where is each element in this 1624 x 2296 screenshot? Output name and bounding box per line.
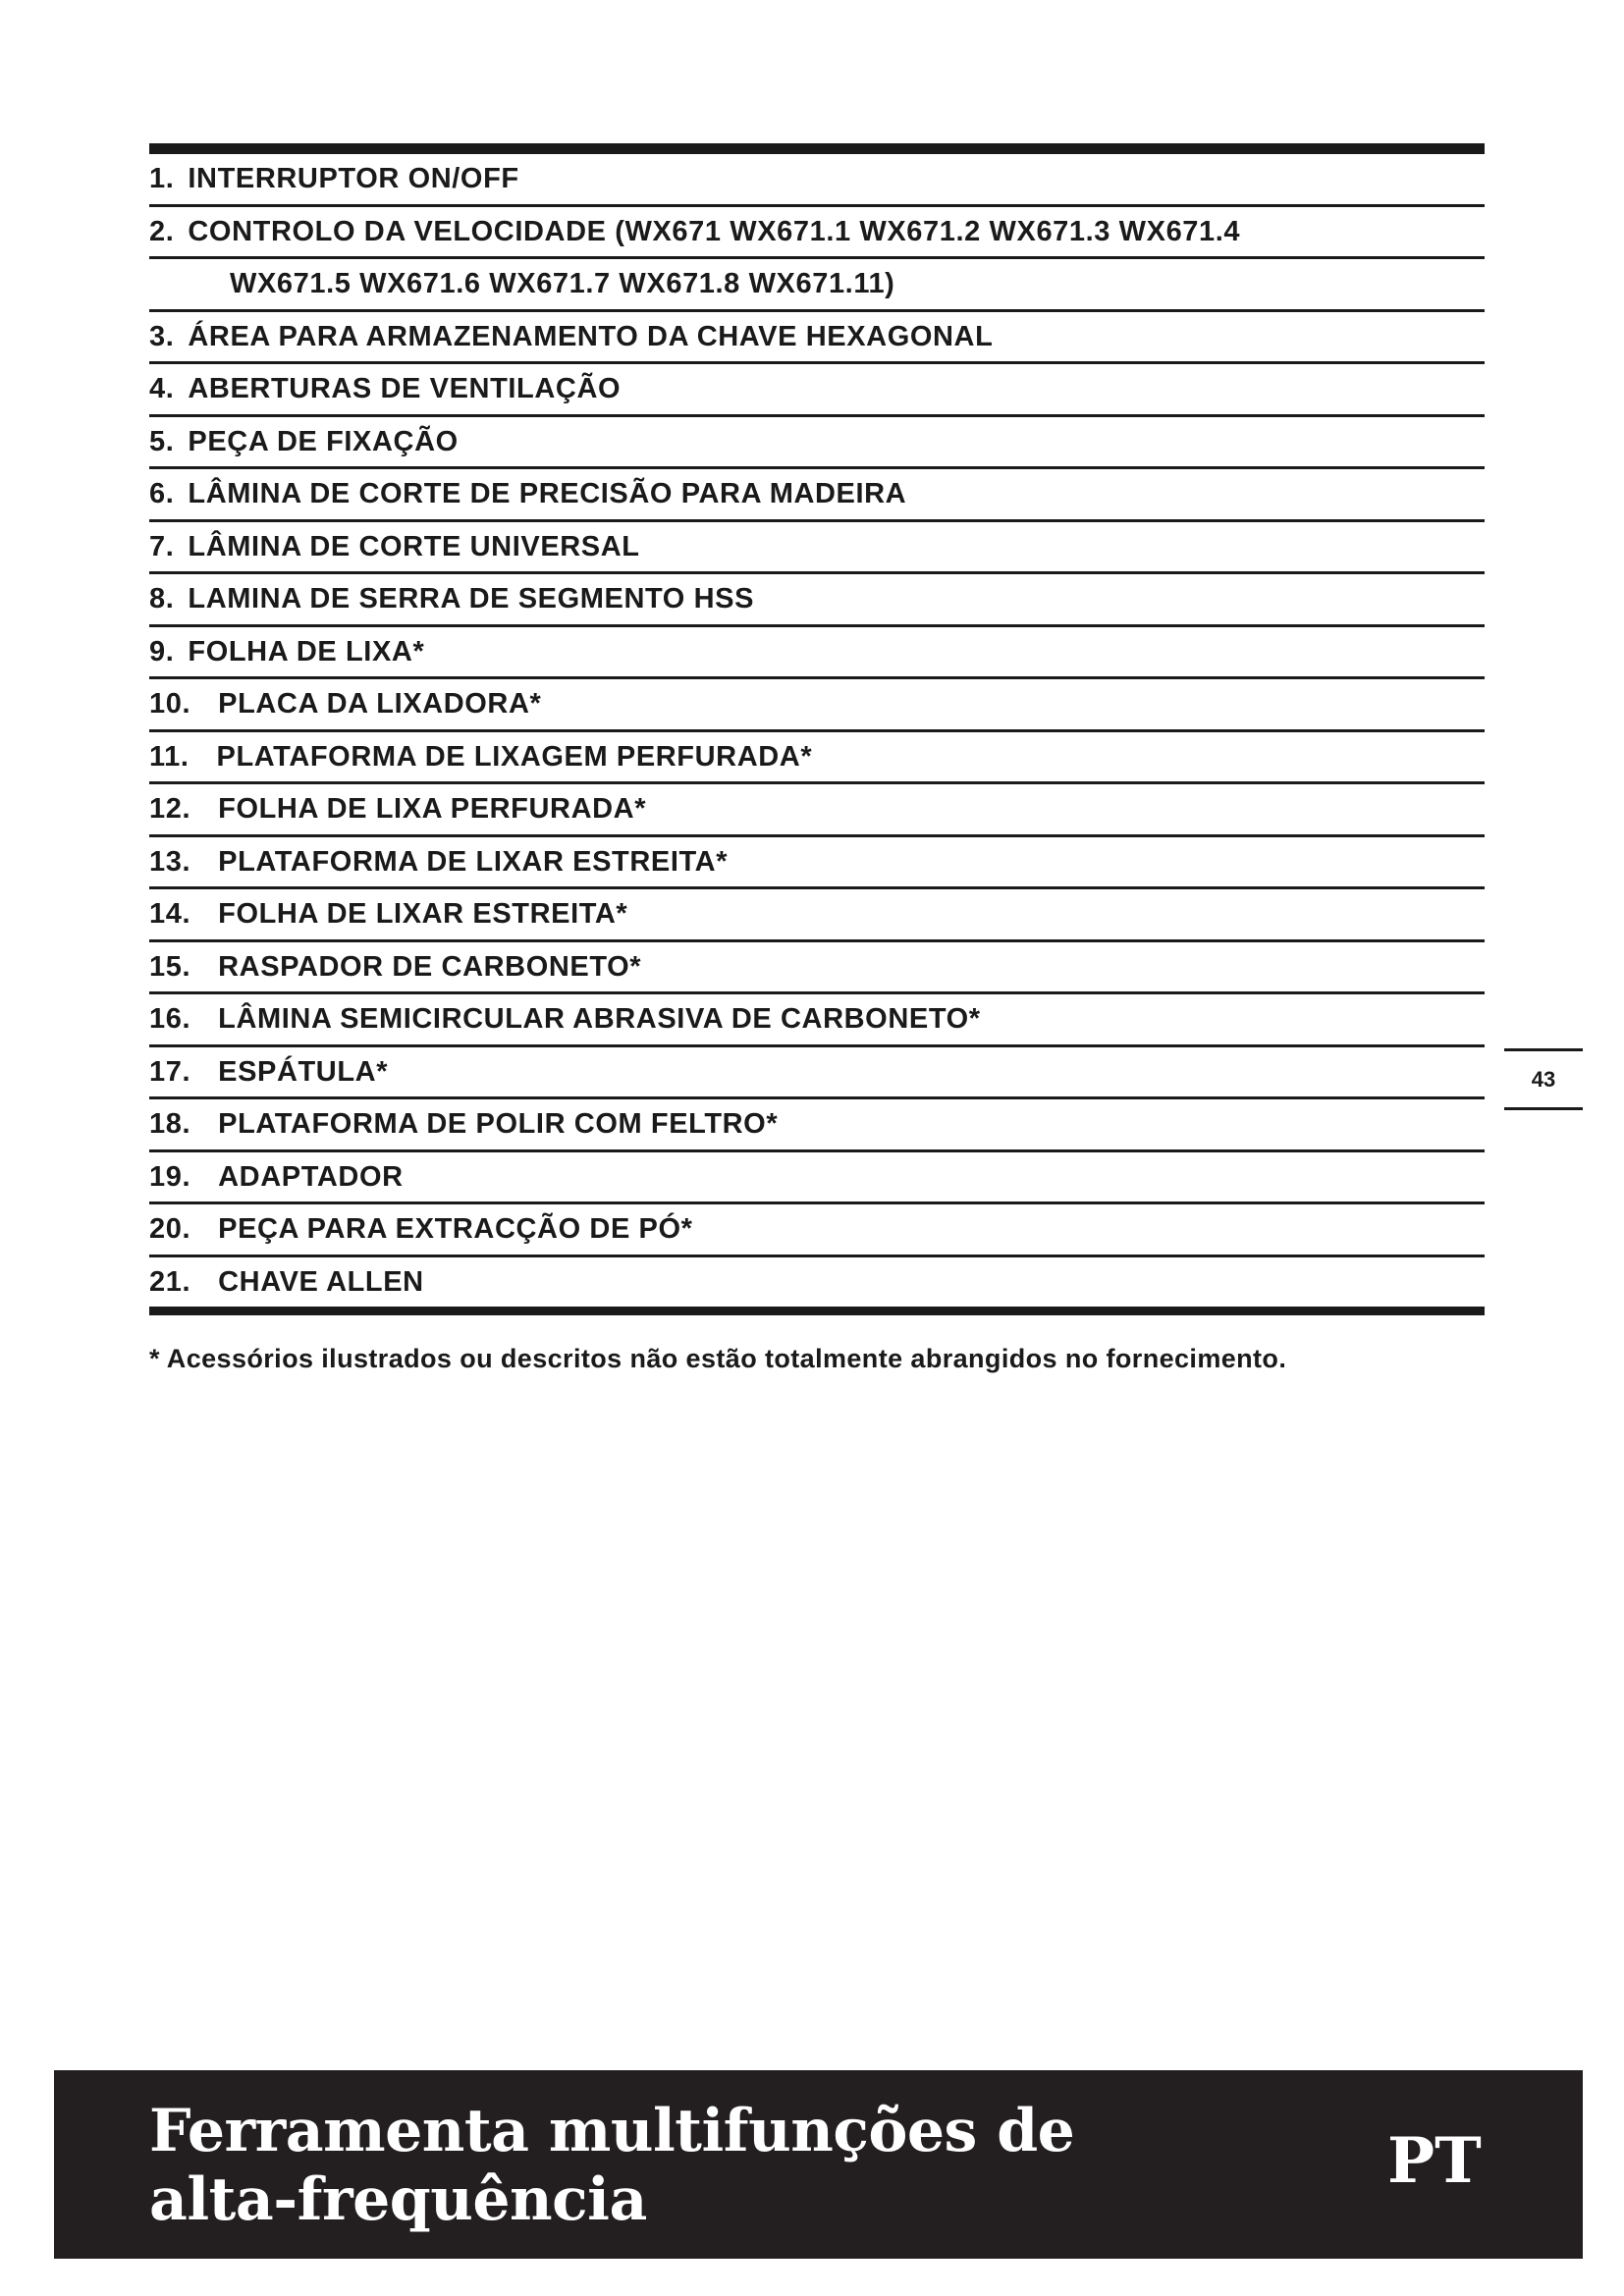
list-item-number: 2.: [149, 215, 175, 247]
list-item-continuation: [149, 259, 1485, 312]
footer-banner: [54, 2070, 1583, 2259]
list-item: [149, 1204, 1485, 1257]
list-item-continuation-label: WX671.5 WX671.6 WX671.7 WX671.8 WX671.11): [230, 268, 895, 299]
list-item-label: ESPÁTULA*: [218, 1055, 389, 1088]
list-item-label: CONTROLO DA VELOCIDADE (WX671 WX671.1 WX671.2 WX671.3 WX671.4: [188, 215, 1241, 247]
list-item-number: 19.: [149, 1160, 191, 1193]
document-title: [149, 2097, 1074, 2234]
list-item-label: PLACA DA LIXADORA*: [218, 688, 542, 720]
list-item-number: 9.: [149, 635, 175, 667]
list-item-number: 15.: [149, 950, 191, 983]
list-item-label: PEÇA PARA EXTRACÇÃO DE PÓ*: [218, 1213, 693, 1245]
list-item-number: 10.: [149, 688, 191, 720]
list-item-label: LÂMINA DE CORTE DE PRECISÃO PARA MADEIRA: [188, 478, 907, 509]
list-item: [149, 994, 1485, 1047]
list-item: [149, 364, 1485, 417]
list-item-label: PLATAFORMA DE LIXAGEM PERFURADA*: [216, 740, 813, 773]
list-item-label: RASPADOR DE CARBONETO*: [218, 950, 642, 983]
list-item-label: INTERRUPTOR ON/OFF: [188, 163, 519, 194]
list-item-label: ADAPTADOR: [218, 1160, 404, 1193]
list-item: [149, 1099, 1485, 1152]
list-item-number: 12.: [149, 793, 191, 825]
list-item: [149, 312, 1485, 365]
list-item-label: FOLHA DE LIXAR ESTREITA*: [218, 898, 628, 930]
list-item-label: LAMINA DE SERRA DE SEGMENTO HSS: [188, 583, 755, 614]
list-item-number: 4.: [149, 373, 175, 404]
list-item-number: 13.: [149, 845, 191, 878]
list-item: [149, 679, 1485, 732]
list-item: [149, 469, 1485, 522]
list-item-number: 14.: [149, 898, 191, 930]
list-item-number: 8.: [149, 583, 175, 614]
list-item-label: PLATAFORMA DE LIXAR ESTREITA*: [218, 845, 729, 878]
list-item-number: 1.: [149, 163, 175, 194]
parts-list-rows: [149, 154, 1485, 1307]
bottom-rule: [149, 1307, 1485, 1315]
list-item: [149, 942, 1485, 995]
list-item-number: 11.: [149, 740, 189, 773]
list-item-number: 6.: [149, 478, 175, 509]
list-item-number: 16.: [149, 1003, 191, 1035]
list-item: [149, 574, 1485, 627]
list-item: [149, 154, 1485, 207]
list-item-number: 7.: [149, 530, 175, 562]
page-number: 43: [1504, 1048, 1583, 1110]
list-item: [149, 627, 1485, 680]
document-title-line-1: Ferramenta multifunções de: [149, 2097, 1075, 2165]
list-item-number: 17.: [149, 1055, 191, 1088]
list-item: [149, 207, 1485, 260]
list-item-label: PEÇA DE FIXAÇÃO: [188, 425, 459, 457]
list-item: [149, 784, 1485, 837]
list-item-label: LÂMINA DE CORTE UNIVERSAL: [188, 530, 640, 562]
list-item-number: 21.: [149, 1265, 191, 1298]
list-item-number: 18.: [149, 1108, 191, 1140]
language-code: PT: [1387, 2124, 1482, 2198]
list-item-label: CHAVE ALLEN: [218, 1265, 424, 1298]
document-title-line-2: alta-frequência: [149, 2165, 647, 2234]
list-item-label: PLATAFORMA DE POLIR COM FELTRO*: [218, 1108, 779, 1140]
list-item-number: 5.: [149, 425, 175, 457]
list-item-label: FOLHA DE LIXA*: [188, 635, 425, 667]
list-item: [149, 417, 1485, 470]
list-item: [149, 889, 1485, 942]
list-item: [149, 1257, 1485, 1308]
accessories-note: * Acessórios ilustrados ou descritos não estão totalmente abrangidos no fornecimento.: [149, 1344, 1287, 1373]
list-item-number: 3.: [149, 320, 175, 352]
list-item: [149, 1047, 1485, 1100]
parts-list: [149, 143, 1485, 1315]
list-item: [149, 837, 1485, 890]
list-item: [149, 522, 1485, 575]
list-item-label: ÁREA PARA ARMAZENAMENTO DA CHAVE HEXAGONAL: [188, 320, 994, 352]
list-item-label: LÂMINA SEMICIRCULAR ABRASIVA DE CARBONETO*: [218, 1003, 981, 1035]
list-item: [149, 732, 1485, 785]
list-item: [149, 1152, 1485, 1205]
list-item-label: FOLHA DE LIXA PERFURADA*: [218, 793, 647, 825]
top-rule: [149, 143, 1485, 154]
list-item-label: ABERTURAS DE VENTILAÇÃO: [188, 373, 622, 404]
list-item-number: 20.: [149, 1213, 191, 1245]
